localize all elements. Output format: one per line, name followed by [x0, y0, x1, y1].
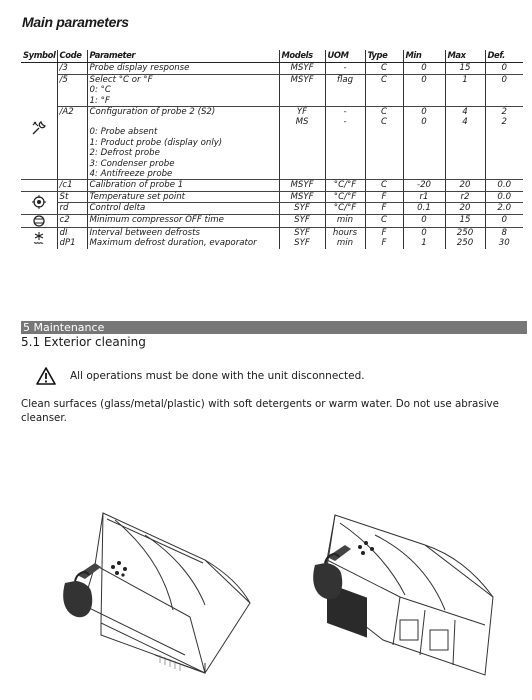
uom-cell: °C/°F	[325, 180, 365, 191]
header-parameter: Parameter	[87, 50, 279, 63]
parameter-cell: Control delta	[87, 203, 279, 214]
set-point-icon	[23, 195, 55, 209]
min-cell	[403, 107, 445, 180]
symbol-cell	[21, 191, 57, 214]
models-cell: MSYF	[279, 63, 325, 74]
def-cell: 0	[485, 74, 523, 106]
min-cell: 0	[403, 214, 445, 227]
code-cell: /3	[57, 63, 87, 74]
def-value: 2	[501, 107, 507, 118]
type-cell: C	[365, 74, 403, 106]
uom-cell: °C/°F	[325, 191, 365, 202]
parameter-cell: Probe display response	[87, 63, 279, 74]
symbol-cell	[21, 214, 57, 227]
max-cell: 15	[445, 214, 485, 227]
section-title: 5 Maintenance	[23, 321, 105, 334]
table-row	[21, 74, 523, 106]
uom-cell: flag	[325, 74, 365, 106]
table-row	[21, 180, 523, 191]
code-cell: dP1	[57, 238, 87, 248]
symbol-cell	[21, 180, 57, 191]
parameter-cell	[87, 74, 279, 106]
symbol-cell	[21, 74, 57, 106]
min-cell: 0.1	[403, 203, 445, 214]
type-cell: C	[365, 180, 403, 191]
subsection-title: 5.1 Exterior cleaning	[21, 335, 146, 349]
symbol-cell	[21, 227, 57, 248]
models-cell: SYF	[279, 214, 325, 227]
page-title: Main parameters	[22, 14, 129, 30]
option-text: 1: °F	[89, 95, 110, 106]
def-cell: 0	[485, 63, 523, 74]
type-cell: F	[365, 191, 403, 202]
models-yf: YF	[296, 107, 308, 118]
min-cell: 0	[403, 63, 445, 74]
uom-cell	[325, 107, 365, 180]
type-cell	[365, 107, 403, 180]
table-header-row	[21, 50, 523, 63]
header-type: Type	[365, 50, 403, 63]
uom-cell: °C/°F	[325, 203, 365, 214]
def-cell: 0.0	[485, 191, 523, 202]
parameter-cell: Temperature set point	[87, 191, 279, 202]
max-cell: 1	[445, 74, 485, 106]
max-cell	[445, 107, 485, 180]
option-text: 2: Defrost probe	[89, 148, 160, 159]
models-cell: MSYF	[279, 191, 325, 202]
uom-cell: min	[325, 238, 365, 248]
display-case-illustration-left	[55, 505, 265, 675]
models-cell: SYF	[279, 238, 325, 248]
def-cell: 8	[485, 227, 523, 238]
cleaning-instructions: Clean surfaces (glass/metal/plastic) with soft detergents or warm water. Do not use abrasive cleanser.	[21, 398, 499, 424]
wrench-icon	[23, 119, 55, 137]
header-symbol: Symbol	[21, 50, 57, 63]
code-cell: rd	[57, 203, 87, 214]
code-cell: St	[57, 191, 87, 202]
min-value: 0	[421, 117, 427, 128]
uom-cell: min	[325, 214, 365, 227]
max-cell: 20	[445, 203, 485, 214]
table-row	[21, 238, 523, 248]
symbol-cell	[21, 107, 57, 180]
type-cell: C	[365, 214, 403, 227]
code-cell: dI	[57, 227, 87, 238]
table-row	[21, 191, 523, 202]
models-ms: MS	[295, 117, 309, 128]
warning-text: All operations must be done with the unit disconnected.	[70, 370, 365, 382]
max-value: 4	[462, 107, 468, 118]
option-text: 1: Product probe (display only)	[89, 137, 223, 148]
models-cell: SYF	[279, 227, 325, 238]
table-row	[21, 203, 523, 214]
parameter-label: Select °C or °F	[89, 74, 153, 85]
uom-value: -	[343, 107, 347, 118]
option-text: 4: Antifreeze probe	[89, 169, 173, 180]
parameter-cell: Minimum compressor OFF time	[87, 214, 279, 227]
display-case-illustration-right	[305, 505, 505, 685]
def-cell: 0	[485, 214, 523, 227]
max-cell: 250	[445, 227, 485, 238]
models-cell: SYF	[279, 203, 325, 214]
option-text: 0: °C	[89, 85, 111, 96]
table-row	[21, 107, 523, 180]
min-cell: 0	[403, 74, 445, 106]
type-cell: F	[365, 238, 403, 248]
code-cell: /5	[57, 74, 87, 106]
uom-cell: -	[325, 63, 365, 74]
table-row	[21, 63, 523, 74]
parameter-cell: Maximum defrost duration, evaporator	[89, 238, 257, 249]
min-cell: -20	[403, 180, 445, 191]
header-def: Def.	[485, 50, 523, 63]
defrost-icon	[23, 231, 55, 245]
min-cell: 0	[403, 227, 445, 238]
min-cell: r1	[403, 191, 445, 202]
header-models: Models	[279, 50, 325, 63]
def-cell	[485, 107, 523, 180]
type-cell: F	[365, 203, 403, 214]
def-value: 2	[501, 117, 507, 128]
header-code: Code	[57, 50, 87, 63]
symbol-cell	[21, 63, 57, 74]
parameters-table	[21, 50, 523, 249]
models-cell: MSYF	[279, 180, 325, 191]
warning-triangle-icon	[36, 367, 56, 385]
code-cell: /A2	[57, 107, 87, 180]
models-cell	[279, 107, 325, 180]
table-row	[21, 227, 523, 238]
code-cell: c2	[57, 214, 87, 227]
code-cell: /c1	[57, 180, 87, 191]
header-max: Max	[445, 50, 485, 63]
def-cell: 0.0	[485, 180, 523, 191]
max-cell: 250	[445, 238, 485, 248]
type-value: C	[380, 117, 387, 128]
min-value: 0	[421, 107, 427, 118]
max-cell: 15	[445, 63, 485, 74]
table-row	[21, 214, 523, 227]
max-cell: 20	[445, 180, 485, 191]
parameter-cell	[87, 107, 279, 180]
parameter-cell: Interval between defrosts	[89, 227, 200, 238]
header-min: Min	[403, 50, 445, 63]
parameter-cell: Calibration of probe 1	[87, 180, 279, 191]
min-cell: 1	[403, 238, 445, 248]
def-cell: 30	[485, 238, 523, 248]
option-text: 0: Probe absent	[89, 127, 158, 138]
type-value: C	[380, 107, 387, 118]
option-text: 3: Condenser probe	[89, 158, 175, 169]
type-cell: C	[365, 63, 403, 74]
max-value: 4	[462, 117, 468, 128]
uom-value: -	[343, 117, 347, 128]
header-uom: UOM	[325, 50, 365, 63]
section-header-bar	[21, 321, 527, 334]
type-cell: F	[365, 227, 403, 238]
warning-notice	[36, 367, 365, 385]
parameter-label: Configuration of probe 2 (S2)	[89, 107, 216, 118]
models-cell: MSYF	[279, 74, 325, 106]
compressor-icon	[23, 215, 55, 227]
max-cell: r2	[445, 191, 485, 202]
def-cell: 2.0	[485, 203, 523, 214]
uom-cell: hours	[325, 227, 365, 238]
